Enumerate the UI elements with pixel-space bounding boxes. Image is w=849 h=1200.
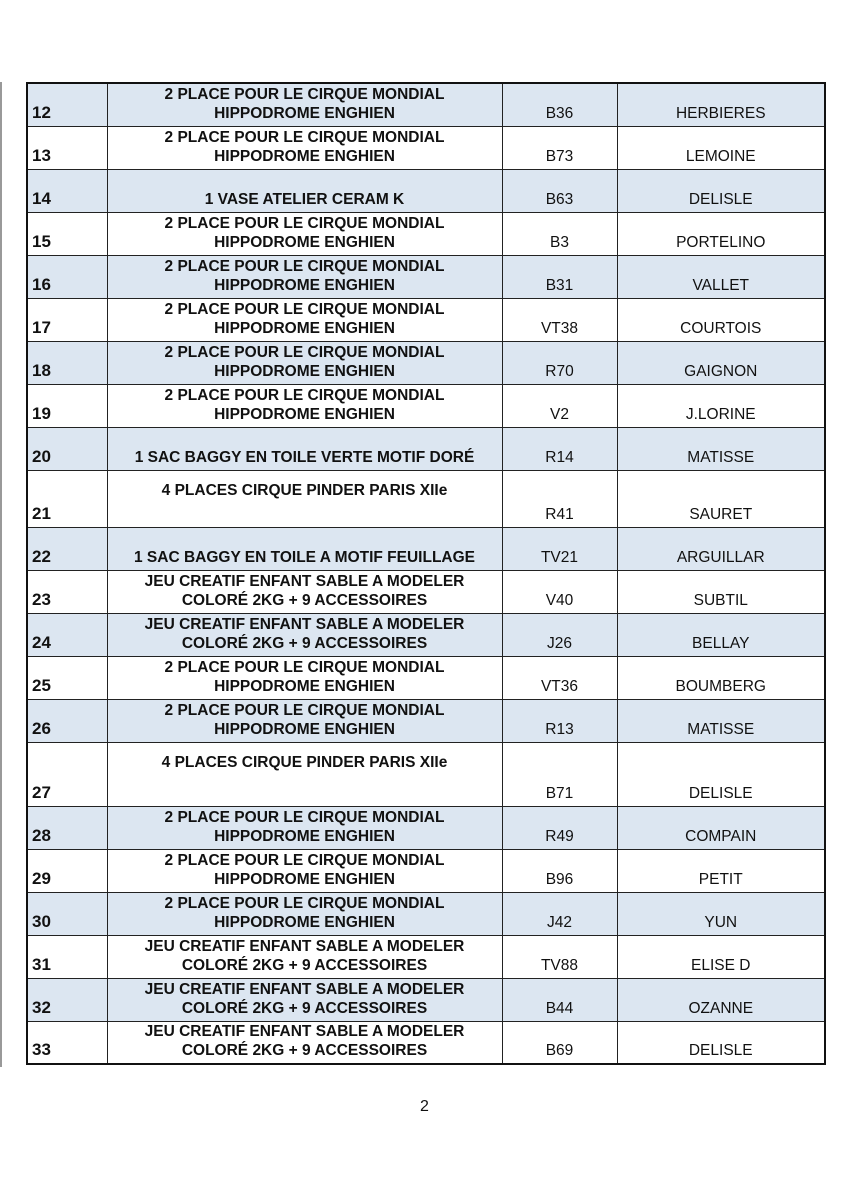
description-line-2: HIPPODROME ENGHIEN: [214, 720, 395, 738]
table-row: [27, 613, 825, 656]
page-left-border: [0, 82, 2, 1067]
description-line-2: HIPPODROME ENGHIEN: [214, 104, 395, 122]
description-line-1: 2 PLACE POUR LE CIRQUE MONDIAL: [164, 386, 445, 404]
winner-name: HERBIERES: [617, 83, 825, 126]
ticket-code: R41: [502, 470, 617, 527]
description-line-2: HIPPODROME ENGHIEN: [214, 405, 395, 423]
description-line-2: HIPPODROME ENGHIEN: [214, 276, 395, 294]
description-line-1: 2 PLACE POUR LE CIRQUE MONDIAL: [164, 894, 445, 912]
table-row: [27, 83, 825, 126]
ticket-code: B36: [502, 83, 617, 126]
description-line-1: JEU CREATIF ENFANT SABLE A MODELER: [144, 572, 465, 590]
row-number: 19: [27, 384, 107, 427]
item-description: [107, 527, 502, 570]
item-description: [107, 935, 502, 978]
item-description: [107, 212, 502, 255]
table-row: [27, 1021, 825, 1064]
ticket-code: R70: [502, 341, 617, 384]
page-number: 2: [420, 1098, 429, 1115]
ticket-code: J42: [502, 892, 617, 935]
row-number: 17: [27, 298, 107, 341]
item-description: [107, 384, 502, 427]
table-row: [27, 892, 825, 935]
item-description: [107, 341, 502, 384]
item-description: [107, 806, 502, 849]
description-line-1: 2 PLACE POUR LE CIRQUE MONDIAL: [164, 85, 445, 103]
description-line-1: JEU CREATIF ENFANT SABLE A MODELER: [144, 980, 465, 998]
winner-name: LEMOINE: [617, 126, 825, 169]
item-description: [107, 169, 502, 212]
winner-name: DELISLE: [617, 169, 825, 212]
winner-name: VALLET: [617, 255, 825, 298]
description-line-2: HIPPODROME ENGHIEN: [214, 870, 395, 888]
ticket-code: B69: [502, 1021, 617, 1064]
row-number: 16: [27, 255, 107, 298]
item-description: [107, 298, 502, 341]
table-row: [27, 384, 825, 427]
item-description: [107, 613, 502, 656]
winner-name: COMPAIN: [617, 806, 825, 849]
ticket-code: TV21: [502, 527, 617, 570]
winner-name: MATISSE: [617, 427, 825, 470]
winner-name: BELLAY: [617, 613, 825, 656]
description-line-1: 2 PLACE POUR LE CIRQUE MONDIAL: [164, 128, 445, 146]
description-line-2: HIPPODROME ENGHIEN: [214, 319, 395, 337]
description-line-2: HIPPODROME ENGHIEN: [214, 827, 395, 845]
description-line-2: HIPPODROME ENGHIEN: [214, 147, 395, 165]
winner-name: J.LORINE: [617, 384, 825, 427]
ticket-code: B63: [502, 169, 617, 212]
table-row: [27, 126, 825, 169]
table-row: [27, 298, 825, 341]
table-row: [27, 656, 825, 699]
table-row: [27, 341, 825, 384]
ticket-code: V2: [502, 384, 617, 427]
description-line-1: JEU CREATIF ENFANT SABLE A MODELER: [144, 937, 465, 955]
winner-name: ELISE D: [617, 935, 825, 978]
table-row: [27, 849, 825, 892]
winner-name: DELISLE: [617, 1021, 825, 1064]
description-line-1: 2 PLACE POUR LE CIRQUE MONDIAL: [164, 257, 445, 275]
description-line-1: 4 PLACES CIRQUE PINDER PARIS XIIe: [161, 481, 448, 499]
item-description: [107, 570, 502, 613]
row-number: 18: [27, 341, 107, 384]
ticket-code: B96: [502, 849, 617, 892]
item-description: [107, 892, 502, 935]
row-number: 13: [27, 126, 107, 169]
item-description: [107, 470, 502, 527]
ticket-code: B31: [502, 255, 617, 298]
table-row: [27, 527, 825, 570]
winner-name: ARGUILLAR: [617, 527, 825, 570]
table-row: [27, 169, 825, 212]
winner-name: GAIGNON: [617, 341, 825, 384]
item-description: [107, 849, 502, 892]
row-number: 31: [27, 935, 107, 978]
table-row: [27, 212, 825, 255]
description-line-1: 4 PLACES CIRQUE PINDER PARIS XIIe: [161, 753, 448, 771]
description-line-2: COLORÉ 2KG + 9 ACCESSOIRES: [181, 956, 428, 974]
item-description: [107, 699, 502, 742]
description-line-2: HIPPODROME ENGHIEN: [214, 233, 395, 251]
description-line-1: 2 PLACE POUR LE CIRQUE MONDIAL: [164, 851, 445, 869]
description-line-2: COLORÉ 2KG + 9 ACCESSOIRES: [181, 591, 428, 609]
description-line-1: JEU CREATIF ENFANT SABLE A MODELER: [144, 1023, 465, 1040]
description-line-1: 2 PLACE POUR LE CIRQUE MONDIAL: [164, 343, 445, 361]
ticket-code: R14: [502, 427, 617, 470]
winner-name: PETIT: [617, 849, 825, 892]
row-number: 23: [27, 570, 107, 613]
item-description: [107, 656, 502, 699]
description-line-1: 1 SAC BAGGY EN TOILE VERTE MOTIF DORÉ: [134, 448, 475, 466]
description-line-2: HIPPODROME ENGHIEN: [214, 913, 395, 931]
row-number: 25: [27, 656, 107, 699]
ticket-code: J26: [502, 613, 617, 656]
row-number: 33: [27, 1021, 107, 1064]
winner-name: SUBTIL: [617, 570, 825, 613]
description-line-1: 2 PLACE POUR LE CIRQUE MONDIAL: [164, 658, 445, 676]
ticket-code: B71: [502, 742, 617, 806]
description-line-1: 1 SAC BAGGY EN TOILE A MOTIF FEUILLAGE: [133, 548, 476, 566]
row-number: 30: [27, 892, 107, 935]
item-description: [107, 255, 502, 298]
row-number: 12: [27, 83, 107, 126]
description-line-1: 2 PLACE POUR LE CIRQUE MONDIAL: [164, 214, 445, 232]
item-description: [107, 1021, 502, 1064]
winner-name: BOUMBERG: [617, 656, 825, 699]
ticket-code: VT36: [502, 656, 617, 699]
item-description: [107, 978, 502, 1021]
table-row: [27, 935, 825, 978]
description-line-1: JEU CREATIF ENFANT SABLE A MODELER: [144, 615, 465, 633]
table-row: [27, 427, 825, 470]
table-row: [27, 806, 825, 849]
ticket-code: B44: [502, 978, 617, 1021]
row-number: 28: [27, 806, 107, 849]
table-row: [27, 255, 825, 298]
ticket-code: R13: [502, 699, 617, 742]
item-description: [107, 427, 502, 470]
row-number: 29: [27, 849, 107, 892]
winner-name: YUN: [617, 892, 825, 935]
item-description: [107, 742, 502, 806]
prize-table: [26, 82, 826, 1065]
ticket-code: B3: [502, 212, 617, 255]
ticket-code: B73: [502, 126, 617, 169]
row-number: 22: [27, 527, 107, 570]
ticket-code: R49: [502, 806, 617, 849]
table-row: [27, 470, 825, 527]
description-line-1: 2 PLACE POUR LE CIRQUE MONDIAL: [164, 300, 445, 318]
description-line-2: COLORÉ 2KG + 9 ACCESSOIRES: [181, 999, 428, 1017]
table-row: [27, 978, 825, 1021]
row-number: 24: [27, 613, 107, 656]
row-number: 21: [27, 470, 107, 527]
winner-name: PORTELINO: [617, 212, 825, 255]
item-description: [107, 126, 502, 169]
winner-name: SAURET: [617, 470, 825, 527]
table-row: [27, 742, 825, 806]
row-number: 14: [27, 169, 107, 212]
ticket-code: TV88: [502, 935, 617, 978]
description-line-2: HIPPODROME ENGHIEN: [214, 677, 395, 695]
description-line-1: 2 PLACE POUR LE CIRQUE MONDIAL: [164, 701, 445, 719]
table-row: [27, 699, 825, 742]
winner-name: DELISLE: [617, 742, 825, 806]
row-number: 32: [27, 978, 107, 1021]
winner-name: COURTOIS: [617, 298, 825, 341]
winner-name: OZANNE: [617, 978, 825, 1021]
row-number: 20: [27, 427, 107, 470]
description-line-1: 1 VASE ATELIER CERAM K: [204, 190, 405, 208]
row-number: 15: [27, 212, 107, 255]
table-row: [27, 570, 825, 613]
description-line-2: COLORÉ 2KG + 9 ACCESSOIRES: [181, 1042, 428, 1059]
ticket-code: VT38: [502, 298, 617, 341]
row-number: 26: [27, 699, 107, 742]
description-line-2: HIPPODROME ENGHIEN: [214, 362, 395, 380]
item-description: [107, 83, 502, 126]
winner-name: MATISSE: [617, 699, 825, 742]
ticket-code: V40: [502, 570, 617, 613]
description-line-1: 2 PLACE POUR LE CIRQUE MONDIAL: [164, 808, 445, 826]
description-line-2: COLORÉ 2KG + 9 ACCESSOIRES: [181, 634, 428, 652]
row-number: 27: [27, 742, 107, 806]
